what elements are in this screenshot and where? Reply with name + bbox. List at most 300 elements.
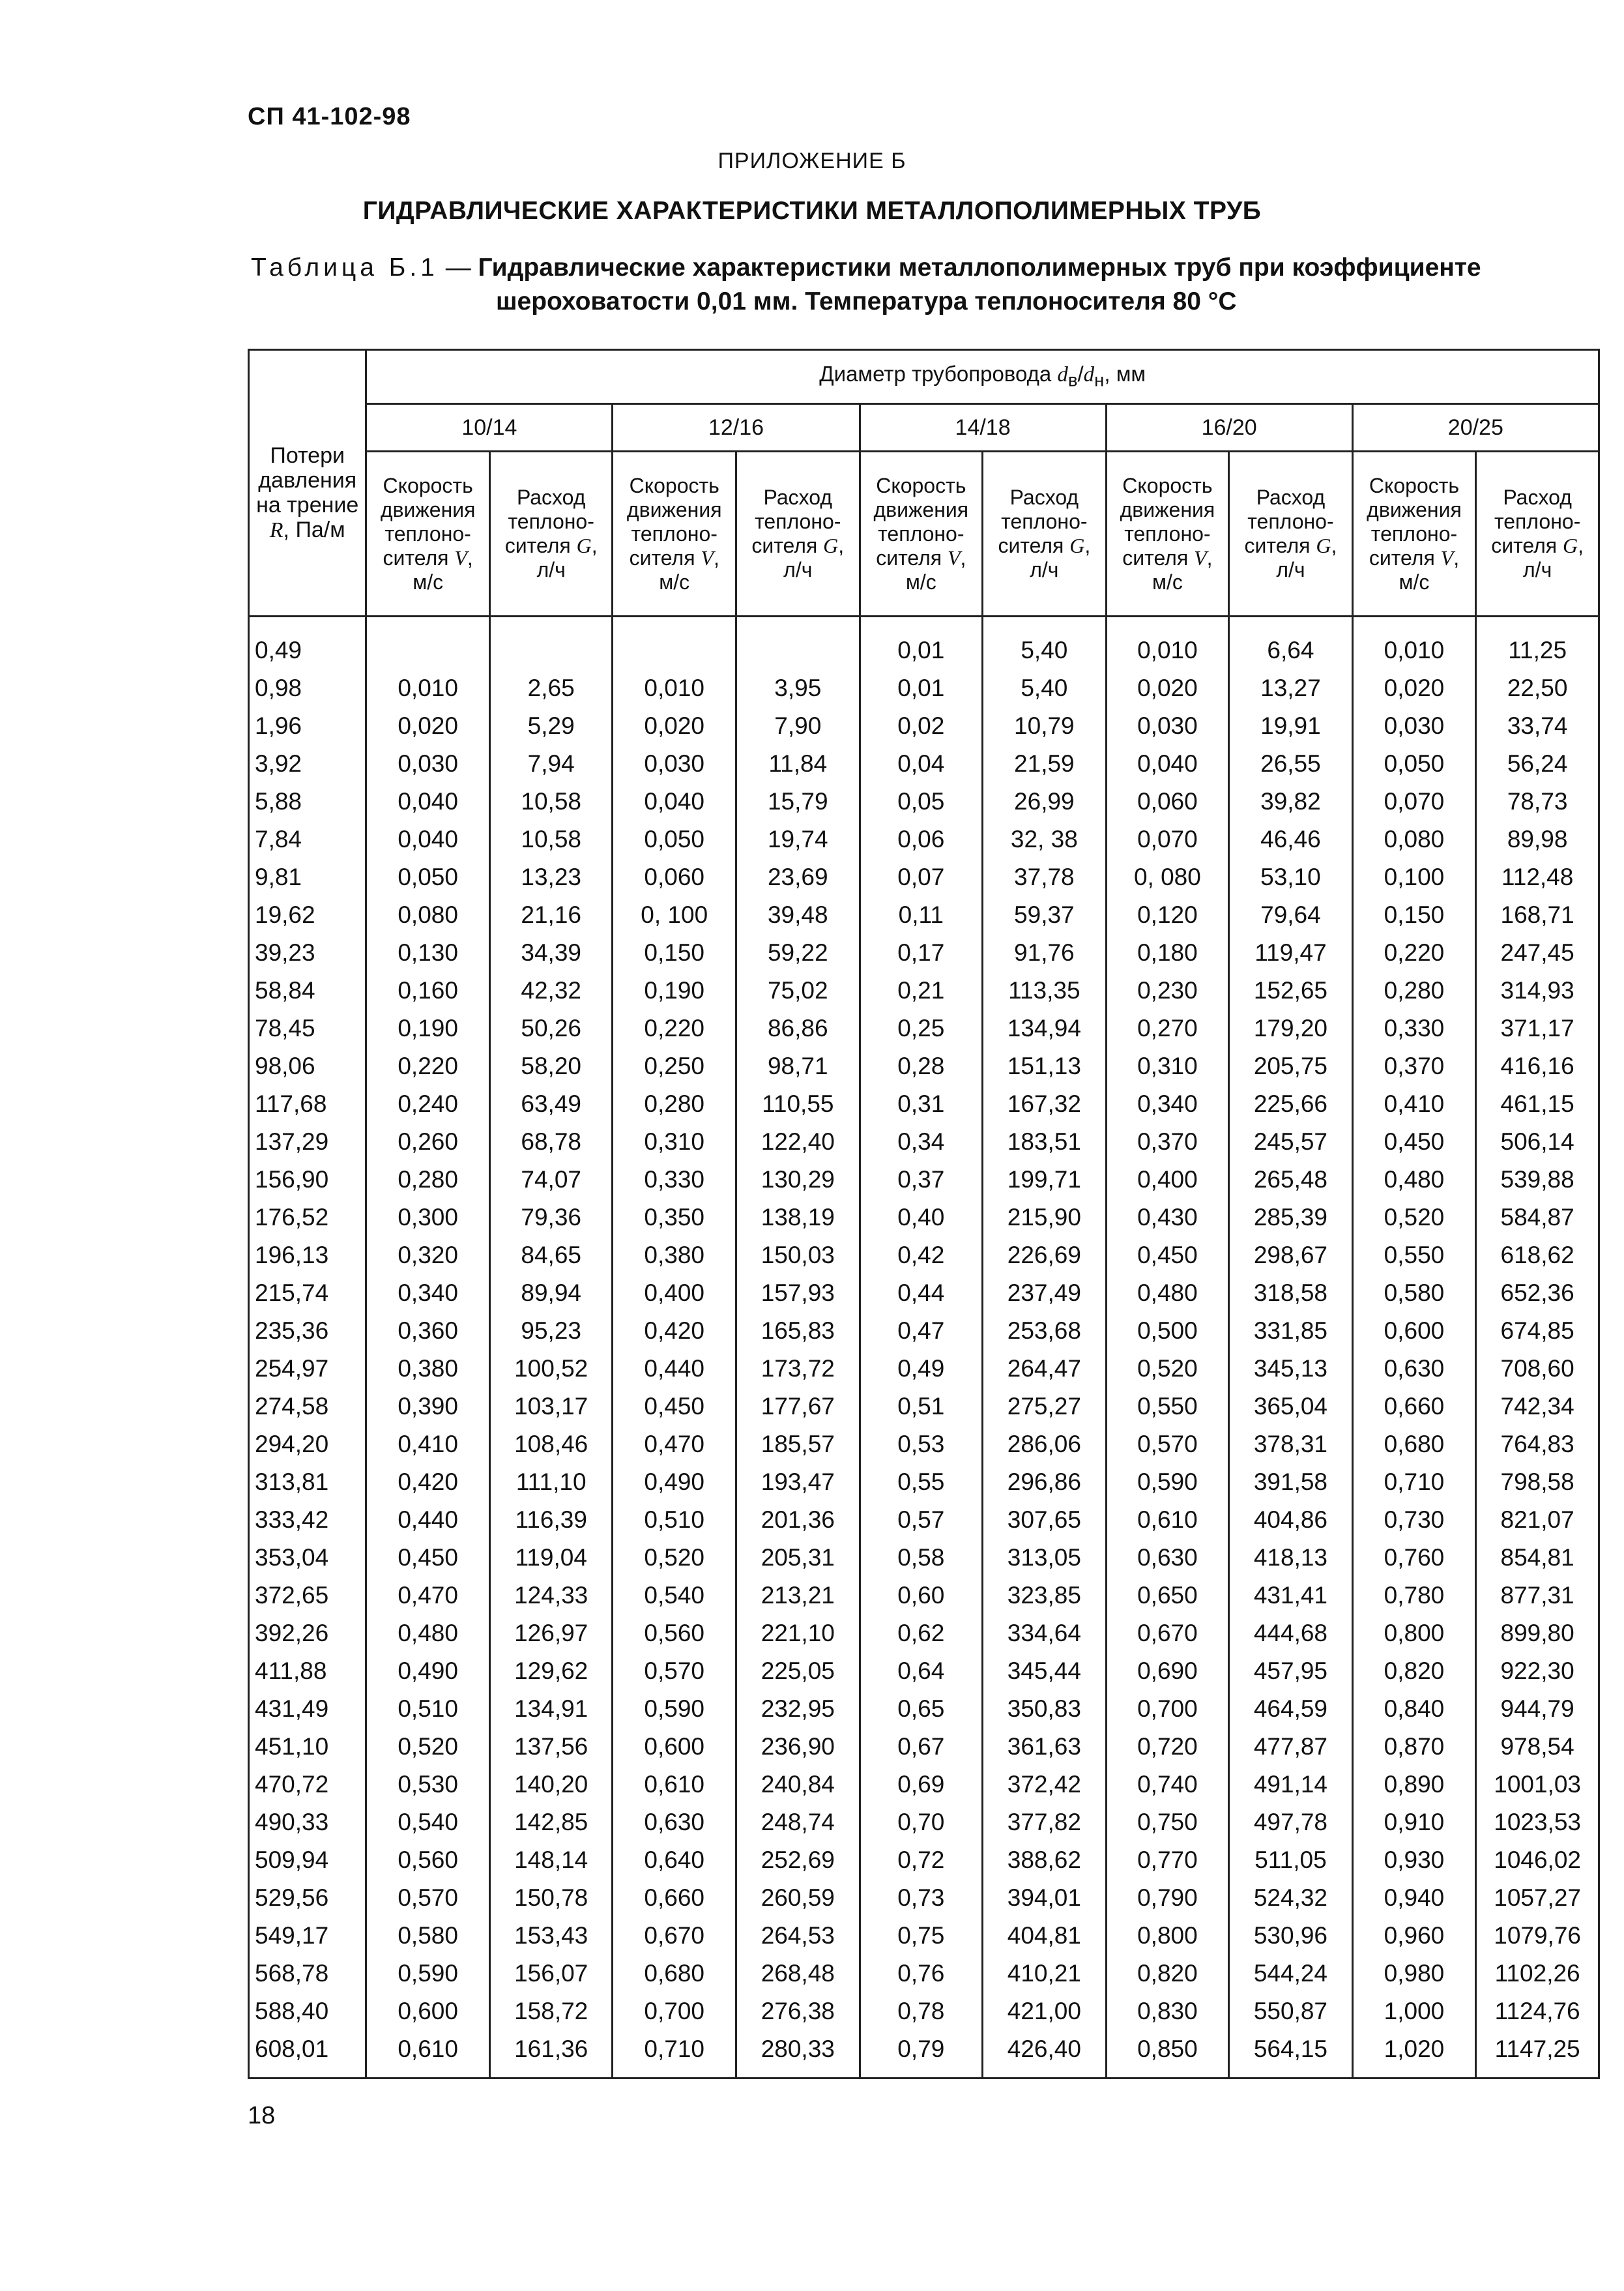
diameter-14-18: 14/18: [860, 404, 1106, 452]
speed-cell: 0,480: [366, 1614, 490, 1652]
flow-cell: 323,85: [983, 1577, 1107, 1614]
table-caption: [251, 251, 1606, 319]
flow-cell: 232,95: [736, 1690, 860, 1728]
flow-cell: 215,90: [983, 1199, 1107, 1236]
speed-cell: 0,870: [1352, 1728, 1476, 1766]
flow-cell: 11,25: [1476, 617, 1599, 670]
speed-cell: 0,380: [613, 1236, 736, 1274]
flow-cell: 13,23: [489, 858, 613, 896]
speed-cell: 0,300: [366, 1199, 490, 1236]
flow-cell: 764,83: [1476, 1425, 1599, 1463]
speed-cell: 0,160: [366, 972, 490, 1010]
flow-cell: 183,51: [983, 1123, 1107, 1161]
speed-cell: 0,030: [1106, 707, 1229, 745]
speed-cell: 0,04: [860, 745, 983, 783]
table-row: [249, 1236, 1599, 1274]
flow-cell: 313,05: [983, 1539, 1107, 1577]
speed-cell: 0,800: [1106, 1917, 1229, 1955]
speed-cell: 0,450: [1352, 1123, 1476, 1161]
table-row: [249, 1123, 1599, 1161]
speed-cell: 0,640: [613, 1841, 736, 1879]
speed-cell: 0,380: [366, 1350, 490, 1388]
caption-dash: —: [438, 254, 478, 282]
flow-cell: 134,94: [983, 1010, 1107, 1047]
flow-cell: 156,07: [489, 1955, 613, 1992]
pressure-loss-cell: 549,17: [249, 1917, 366, 1955]
speed-cell: 0,17: [860, 934, 983, 972]
speed-cell: 0,040: [613, 783, 736, 821]
speed-cell: 0,070: [1352, 783, 1476, 821]
speed-cell: 0,490: [366, 1652, 490, 1690]
speed-cell: 0,840: [1352, 1690, 1476, 1728]
speed-cell: [613, 617, 736, 670]
caption-text-2: шероховатости 0,01 мм. Температура теплоносителя 80 °С: [496, 287, 1237, 315]
r-header: Потери давления на трение R, Па/м: [249, 350, 366, 617]
flow-cell: 334,64: [983, 1614, 1107, 1652]
flow-cell: 50,26: [489, 1010, 613, 1047]
flow-cell: 350,83: [983, 1690, 1107, 1728]
speed-cell: 0,150: [613, 934, 736, 972]
speed-cell: 0,60: [860, 1577, 983, 1614]
pressure-loss-cell: 333,42: [249, 1501, 366, 1539]
table-row: [249, 1690, 1599, 1728]
flow-cell: 1147,25: [1476, 2030, 1599, 2079]
flow-cell: 185,57: [736, 1425, 860, 1463]
speed-cell: 0,370: [1352, 1047, 1476, 1085]
flow-cell: 296,86: [983, 1463, 1107, 1501]
flow-cell: 742,34: [1476, 1388, 1599, 1425]
flow-cell: 260,59: [736, 1879, 860, 1917]
flow-cell: 22,50: [1476, 669, 1599, 707]
speed-cell: 0,100: [1352, 858, 1476, 896]
speed-header: Скорость движения теплоно- сителя V, м/с: [1352, 452, 1476, 617]
speed-cell: 0,770: [1106, 1841, 1229, 1879]
flow-cell: 33,74: [1476, 707, 1599, 745]
flow-cell: 167,32: [983, 1085, 1107, 1123]
pressure-loss-cell: 235,36: [249, 1312, 366, 1350]
annex-title: ГИДРАВЛИЧЕСКИЕ ХАРАКТЕРИСТИКИ МЕТАЛЛОПОЛИМЕРНЫХ ТРУБ: [362, 197, 1262, 225]
flow-cell: 416,16: [1476, 1047, 1599, 1085]
speed-cell: 0,480: [1352, 1161, 1476, 1199]
flow-cell: 158,72: [489, 1992, 613, 2030]
flow-cell: 854,81: [1476, 1539, 1599, 1577]
pressure-loss-cell: 3,92: [249, 745, 366, 783]
flow-cell: 39,48: [736, 896, 860, 934]
flow-cell: 153,43: [489, 1917, 613, 1955]
speed-cell: 0,120: [1106, 896, 1229, 934]
flow-cell: 111,10: [489, 1463, 613, 1501]
diameter-header: Диаметр трубопровода $d_в/d_н$, мм: [366, 350, 1599, 404]
speed-cell: 0,030: [613, 745, 736, 783]
flow-cell: 7,94: [489, 745, 613, 783]
flow-cell: 177,67: [736, 1388, 860, 1425]
flow-cell: 978,54: [1476, 1728, 1599, 1766]
speed-cell: 0,25: [860, 1010, 983, 1047]
speed-cell: 0,65: [860, 1690, 983, 1728]
flow-cell: 13,27: [1229, 669, 1353, 707]
flow-cell: 708,60: [1476, 1350, 1599, 1388]
speed-cell: 0,660: [1352, 1388, 1476, 1425]
flow-cell: 140,20: [489, 1766, 613, 1803]
table-row: [249, 1312, 1599, 1350]
flow-cell: 19,74: [736, 821, 860, 858]
table-row: [249, 1992, 1599, 2030]
flow-cell: 150,03: [736, 1236, 860, 1274]
table-row: [249, 1274, 1599, 1312]
flow-cell: 798,58: [1476, 1463, 1599, 1501]
speed-cell: 0,040: [366, 783, 490, 821]
speed-cell: 0,910: [1352, 1803, 1476, 1841]
flow-cell: 275,27: [983, 1388, 1107, 1425]
flow-cell: 34,39: [489, 934, 613, 972]
flow-cell: 142,85: [489, 1803, 613, 1841]
table-row: [249, 1955, 1599, 1992]
flow-cell: 544,24: [1229, 1955, 1353, 1992]
speed-cell: 0,240: [366, 1085, 490, 1123]
flow-cell: 78,73: [1476, 783, 1599, 821]
flow-cell: 150,78: [489, 1879, 613, 1917]
speed-cell: 0,62: [860, 1614, 983, 1652]
pressure-loss-cell: 156,90: [249, 1161, 366, 1199]
flow-cell: 53,10: [1229, 858, 1353, 896]
speed-cell: 0,420: [613, 1312, 736, 1350]
page-number: 18: [248, 2102, 276, 2129]
pressure-loss-cell: 372,65: [249, 1577, 366, 1614]
flow-cell: 79,64: [1229, 896, 1353, 934]
flow-cell: 404,86: [1229, 1501, 1353, 1539]
pressure-loss-cell: 0,98: [249, 669, 366, 707]
flow-cell: 122,40: [736, 1123, 860, 1161]
table-row: [249, 1766, 1599, 1803]
speed-cell: 0,330: [613, 1161, 736, 1199]
flow-cell: 23,69: [736, 858, 860, 896]
speed-cell: 0,050: [1352, 745, 1476, 783]
speed-cell: 0,79: [860, 2030, 983, 2079]
pressure-loss-cell: 78,45: [249, 1010, 366, 1047]
flow-cell: 464,59: [1229, 1690, 1353, 1728]
pressure-loss-cell: 19,62: [249, 896, 366, 934]
speed-cell: 0,710: [613, 2030, 736, 2079]
flow-cell: 11,84: [736, 745, 860, 783]
flow-cell: 148,14: [489, 1841, 613, 1879]
flow-header: Расход теплоно- сителя G, л/ч: [983, 452, 1107, 617]
speed-cell: 0,070: [1106, 821, 1229, 858]
speed-cell: 0,560: [366, 1841, 490, 1879]
speed-cell: 0,520: [613, 1539, 736, 1577]
pressure-loss-cell: 529,56: [249, 1879, 366, 1917]
flow-cell: 652,36: [1476, 1274, 1599, 1312]
flow-cell: 58,20: [489, 1047, 613, 1085]
speed-header: Скорость движения теплоно- сителя V, м/с: [366, 452, 490, 617]
flow-cell: 26,99: [983, 783, 1107, 821]
flow-cell: 1102,26: [1476, 1955, 1599, 1992]
flow-cell: 497,78: [1229, 1803, 1353, 1841]
speed-cell: 0,960: [1352, 1917, 1476, 1955]
speed-cell: 0,11: [860, 896, 983, 934]
speed-cell: 0,73: [860, 1879, 983, 1917]
table-row: [249, 1463, 1599, 1501]
flow-cell: 539,88: [1476, 1161, 1599, 1199]
pressure-loss-cell: 392,26: [249, 1614, 366, 1652]
flow-cell: 129,62: [489, 1652, 613, 1690]
flow-cell: 237,49: [983, 1274, 1107, 1312]
flow-cell: 1023,53: [1476, 1803, 1599, 1841]
speed-header: Скорость движения теплоно- сителя V, м/с: [1106, 452, 1229, 617]
speed-header: Скорость движения теплоно- сителя V, м/с: [613, 452, 736, 617]
speed-cell: 0,670: [613, 1917, 736, 1955]
table-row: [249, 1010, 1599, 1047]
speed-cell: 0,670: [1106, 1614, 1229, 1652]
flow-cell: 46,46: [1229, 821, 1353, 858]
flow-cell: 268,48: [736, 1955, 860, 1992]
flow-cell: 205,75: [1229, 1047, 1353, 1085]
flow-cell: 130,29: [736, 1161, 860, 1199]
flow-cell: 138,19: [736, 1199, 860, 1236]
speed-cell: 0,320: [366, 1236, 490, 1274]
speed-cell: 0,790: [1106, 1879, 1229, 1917]
speed-cell: 0, 100: [613, 896, 736, 934]
table-row: [249, 1199, 1599, 1236]
pressure-loss-cell: 58,84: [249, 972, 366, 1010]
speed-cell: 0,480: [1106, 1274, 1229, 1312]
speed-cell: 0,710: [1352, 1463, 1476, 1501]
speed-cell: 0,020: [1352, 669, 1476, 707]
speed-cell: 0,590: [1106, 1463, 1229, 1501]
flow-cell: 461,15: [1476, 1085, 1599, 1123]
speed-cell: 0,060: [1106, 783, 1229, 821]
flow-cell: 225,66: [1229, 1085, 1353, 1123]
flow-cell: 491,14: [1229, 1766, 1353, 1803]
table-row: [249, 1841, 1599, 1879]
speed-cell: 0,600: [613, 1728, 736, 1766]
speed-cell: 0,750: [1106, 1803, 1229, 1841]
table-row: [249, 669, 1599, 707]
pressure-loss-cell: 254,97: [249, 1350, 366, 1388]
flow-cell: 165,83: [736, 1312, 860, 1350]
speed-cell: 0,560: [613, 1614, 736, 1652]
document-code: СП 41-102-98: [248, 103, 411, 130]
hydraulic-table: [248, 349, 1600, 2079]
table-row: [249, 1652, 1599, 1690]
speed-cell: 0,580: [1352, 1274, 1476, 1312]
flow-cell: 618,62: [1476, 1236, 1599, 1274]
flow-cell: 365,04: [1229, 1388, 1353, 1425]
flow-cell: 286,06: [983, 1425, 1107, 1463]
flow-cell: 944,79: [1476, 1690, 1599, 1728]
pressure-loss-cell: 7,84: [249, 821, 366, 858]
speed-cell: 0,220: [613, 1010, 736, 1047]
speed-cell: 0,850: [1106, 2030, 1229, 2079]
speed-cell: 0,42: [860, 1236, 983, 1274]
flow-cell: 307,65: [983, 1501, 1107, 1539]
speed-cell: 0,030: [1352, 707, 1476, 745]
speed-cell: 0,740: [1106, 1766, 1229, 1803]
flow-cell: 221,10: [736, 1614, 860, 1652]
flow-cell: 550,87: [1229, 1992, 1353, 2030]
flow-cell: 152,65: [1229, 972, 1353, 1010]
speed-cell: 0,190: [366, 1010, 490, 1047]
speed-cell: 0,05: [860, 783, 983, 821]
pressure-loss-cell: 353,04: [249, 1539, 366, 1577]
pressure-loss-cell: 451,10: [249, 1728, 366, 1766]
speed-cell: 0,080: [366, 896, 490, 934]
speed-cell: 0,500: [1106, 1312, 1229, 1350]
speed-cell: 0,250: [613, 1047, 736, 1085]
flow-cell: 42,32: [489, 972, 613, 1010]
speed-cell: 0,820: [1106, 1955, 1229, 1992]
speed-cell: 0,47: [860, 1312, 983, 1350]
speed-cell: 0, 080: [1106, 858, 1229, 896]
speed-cell: 0,010: [613, 669, 736, 707]
table-row: [249, 1917, 1599, 1955]
caption-label: Таблица Б.1: [251, 254, 439, 282]
flow-cell: 112,48: [1476, 858, 1599, 896]
speed-cell: 0,470: [366, 1577, 490, 1614]
flow-cell: 280,33: [736, 2030, 860, 2079]
speed-cell: 0,510: [366, 1690, 490, 1728]
speed-cell: 0,590: [613, 1690, 736, 1728]
speed-cell: 0,450: [613, 1388, 736, 1425]
flow-cell: 56,24: [1476, 745, 1599, 783]
flow-cell: 126,97: [489, 1614, 613, 1652]
flow-cell: 7,90: [736, 707, 860, 745]
table-row: [249, 2030, 1599, 2079]
speed-cell: 0,230: [1106, 972, 1229, 1010]
speed-cell: 0,980: [1352, 1955, 1476, 1992]
flow-cell: 298,67: [1229, 1236, 1353, 1274]
flow-cell: 444,68: [1229, 1614, 1353, 1652]
flow-cell: 524,32: [1229, 1879, 1353, 1917]
flow-cell: 377,82: [983, 1803, 1107, 1841]
flow-cell: 477,87: [1229, 1728, 1353, 1766]
speed-cell: 0,010: [1106, 617, 1229, 670]
flow-cell: 240,84: [736, 1766, 860, 1803]
diameter-20-25: 20/25: [1352, 404, 1599, 452]
caption-line-1: [251, 251, 1606, 285]
flow-cell: 372,42: [983, 1766, 1107, 1803]
speed-cell: 0,430: [1106, 1199, 1229, 1236]
flow-cell: 74,07: [489, 1161, 613, 1199]
table-row: [249, 1047, 1599, 1085]
flow-cell: 674,85: [1476, 1312, 1599, 1350]
speed-cell: 0,07: [860, 858, 983, 896]
speed-cell: 0,220: [366, 1047, 490, 1085]
pressure-loss-cell: 274,58: [249, 1388, 366, 1425]
speed-cell: 0,150: [1352, 896, 1476, 934]
flow-cell: 201,36: [736, 1501, 860, 1539]
table-row: [249, 821, 1599, 858]
pressure-loss-cell: 509,94: [249, 1841, 366, 1879]
flow-cell: 1001,03: [1476, 1766, 1599, 1803]
speed-cell: 0,720: [1106, 1728, 1229, 1766]
speed-cell: 0,220: [1352, 934, 1476, 972]
speed-cell: 0,520: [1352, 1199, 1476, 1236]
speed-cell: 0,510: [613, 1501, 736, 1539]
flow-cell: 264,53: [736, 1917, 860, 1955]
speed-cell: 0,58: [860, 1539, 983, 1577]
speed-cell: 0,600: [366, 1992, 490, 2030]
flow-cell: 252,69: [736, 1841, 860, 1879]
table-row: [249, 783, 1599, 821]
speed-cell: 0,660: [613, 1879, 736, 1917]
flow-cell: 39,82: [1229, 783, 1353, 821]
table-row: [249, 707, 1599, 745]
flow-cell: 84,65: [489, 1236, 613, 1274]
table-row: [249, 1728, 1599, 1766]
flow-cell: 68,78: [489, 1123, 613, 1161]
flow-cell: 394,01: [983, 1879, 1107, 1917]
pressure-loss-cell: 9,81: [249, 858, 366, 896]
flow-cell: 3,95: [736, 669, 860, 707]
speed-cell: 0,130: [366, 934, 490, 972]
speed-cell: 0,580: [366, 1917, 490, 1955]
speed-cell: 0,680: [613, 1955, 736, 1992]
speed-cell: 0,570: [1106, 1425, 1229, 1463]
speed-cell: 0,040: [1106, 745, 1229, 783]
speed-cell: 0,450: [366, 1539, 490, 1577]
speed-cell: 0,400: [1106, 1161, 1229, 1199]
pressure-loss-cell: 470,72: [249, 1766, 366, 1803]
pressure-loss-cell: 588,40: [249, 1992, 366, 2030]
flow-cell: 506,14: [1476, 1123, 1599, 1161]
speed-cell: 0,520: [1106, 1350, 1229, 1388]
table-row: [249, 934, 1599, 972]
flow-cell: 877,31: [1476, 1577, 1599, 1614]
flow-cell: 345,44: [983, 1652, 1107, 1690]
speed-cell: 0,49: [860, 1350, 983, 1388]
flow-cell: 26,55: [1229, 745, 1353, 783]
speed-header: Скорость движения теплоно- сителя V, м/с: [860, 452, 983, 617]
speed-cell: 0,440: [366, 1501, 490, 1539]
flow-cell: 137,56: [489, 1728, 613, 1766]
flow-cell: 314,93: [1476, 972, 1599, 1010]
pressure-loss-cell: 1,96: [249, 707, 366, 745]
flow-cell: 89,98: [1476, 821, 1599, 858]
flow-cell: 37,78: [983, 858, 1107, 896]
speed-cell: 0,410: [1352, 1085, 1476, 1123]
flow-cell: 388,62: [983, 1841, 1107, 1879]
pressure-loss-cell: 117,68: [249, 1085, 366, 1123]
flow-cell: 378,31: [1229, 1425, 1353, 1463]
flow-cell: 151,13: [983, 1047, 1107, 1085]
flow-cell: 331,85: [1229, 1312, 1353, 1350]
flow-cell: 15,79: [736, 783, 860, 821]
speed-cell: 0,450: [1106, 1236, 1229, 1274]
pressure-loss-cell: 568,78: [249, 1955, 366, 1992]
flow-cell: 161,36: [489, 2030, 613, 2079]
speed-cell: 0,610: [613, 1766, 736, 1803]
flow-cell: 253,68: [983, 1312, 1107, 1350]
flow-header: Расход теплоно- сителя G, л/ч: [1476, 452, 1599, 617]
flow-cell: 157,93: [736, 1274, 860, 1312]
speed-cell: 0,340: [366, 1274, 490, 1312]
speed-cell: 0,650: [1106, 1577, 1229, 1614]
flow-cell: 225,05: [736, 1652, 860, 1690]
table-row: [249, 1539, 1599, 1577]
flow-cell: 1046,02: [1476, 1841, 1599, 1879]
speed-cell: 0,21: [860, 972, 983, 1010]
speed-cell: 0,700: [613, 1992, 736, 2030]
speed-cell: 0,540: [613, 1577, 736, 1614]
speed-cell: 0,060: [613, 858, 736, 896]
speed-cell: 0,590: [366, 1955, 490, 1992]
table-row: [249, 1501, 1599, 1539]
speed-cell: 0,44: [860, 1274, 983, 1312]
flow-cell: 361,63: [983, 1728, 1107, 1766]
speed-cell: 0,420: [366, 1463, 490, 1501]
flow-cell: 276,38: [736, 1992, 860, 2030]
table-row: [249, 617, 1599, 670]
